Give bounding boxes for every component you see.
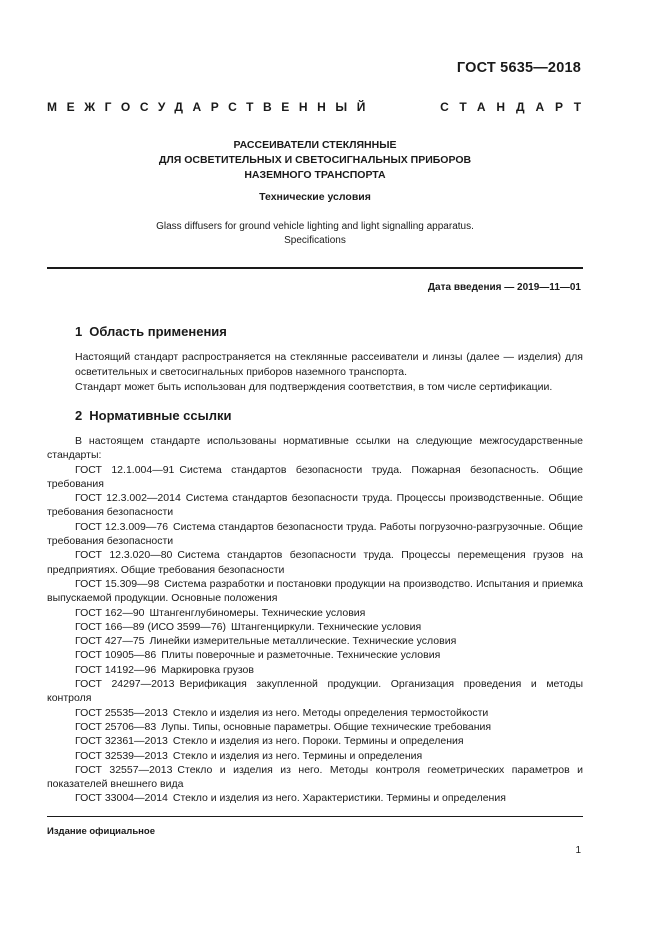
section-1-paragraph-2: Стандарт может быть использован для подтверждения соответствия, в том числе сертификации. [75,381,553,393]
reference-code: ГОСТ 12.3.009—76 [75,520,169,533]
interstate-word: МЕЖГОСУДАРСТВЕННЫЙ [47,100,375,114]
reference-title: Плиты поверочные и разметочные. Технические условия [161,649,441,662]
english-title [47,220,583,248]
reference-code: ГОСТ 32557—2013 [75,763,173,776]
reference-item [47,749,583,763]
reference-title: Стекло и изделия из него. Термины и определения [172,749,423,762]
reference-item [47,663,583,677]
section-1-number: 1 [75,324,83,339]
reference-title: Система разработки и постановки продукции на производство. Испытания и приемка выпускаемой продукции. Основные положения [47,577,583,605]
reference-item [47,491,583,520]
reference-title: Стекло и изделия из него. Методы контроля геометрических параметров и показателей внешнего вида [47,763,583,791]
footer-divider [47,816,583,817]
reference-code: ГОСТ 12.3.002—2014 [75,492,181,505]
gost-number: ГОСТ 5635—2018 [456,60,581,76]
english-title-line-1: Glass diffusers for ground vehicle lighting and light signalling apparatus. [156,221,474,232]
reference-title: Система стандартов безопасности труда. Работы погрузочно-разгрузочные. Общие требования безопасности [47,520,583,548]
reference-title: Лупы. Типы, основные параметры. Общие технические требования [161,720,492,733]
english-title-line-2: Specifications [284,235,346,246]
reference-title: Система стандартов безопасности труда. Процессы производственные. Общие требования безопасности [47,492,583,519]
reference-item [47,577,583,606]
document-title [47,138,583,183]
reference-code: ГОСТ 427—75 [75,635,145,648]
reference-item [47,720,583,734]
reference-item [47,706,583,720]
reference-title: Линейки измерительные металлические. Технические условия [149,635,457,648]
reference-item [47,606,583,620]
reference-code: ГОСТ 15.309—98 [75,577,160,590]
section-2-number: 2 [75,408,83,423]
title-divider [47,267,583,269]
reference-item [47,734,583,748]
reference-item [47,620,583,634]
section-2-heading [75,408,231,423]
reference-title: Стекло и изделия из него. Характеристики. Термины и определения [172,792,506,805]
standard-word: СТАНДАРТ [440,100,592,114]
reference-title: Маркировка грузов [161,663,254,676]
reference-title: Штангенциркули. Технические условия [230,620,422,633]
reference-title: Стекло и изделия из него. Пороки. Термины и определения [172,735,464,748]
introduction-date: Дата введения — 2019—11—01 [427,282,581,293]
section-2-title: Нормативные ссылки [89,408,232,423]
reference-code: ГОСТ 12.1.004—91 [75,463,175,476]
title-line-3: НАЗЕМНОГО ТРАНСПОРТА [244,169,386,181]
reference-code: ГОСТ 25535—2013 [75,706,168,719]
reference-code: ГОСТ 10905—86 [75,649,157,662]
reference-code: ГОСТ 14192—96 [75,663,157,676]
title-line-2: ДЛЯ ОСВЕТИТЕЛЬНЫХ И СВЕТОСИГНАЛЬНЫХ ПРИБОРОВ [158,154,472,166]
reference-code: ГОСТ 32539—2013 [75,749,168,762]
section-1-heading [75,324,227,339]
reference-items [47,463,583,806]
official-edition-note: Издание официальное [47,826,155,837]
reference-code: ГОСТ 25706—83 [75,720,157,733]
page-number: 1 [575,845,581,856]
title-line-1: РАССЕИВАТЕЛИ СТЕКЛЯННЫЕ [233,139,397,151]
reference-item [47,463,583,492]
reference-code: ГОСТ 32361—2013 [75,735,168,748]
reference-item [47,548,583,577]
reference-title: Система стандартов безопасности труда. Пожарная безопасность. Общие требования [47,463,583,490]
reference-item [47,677,583,706]
reference-code: ГОСТ 162—90 [75,606,145,619]
reference-code: ГОСТ 33004—2014 [75,792,168,805]
reference-code: ГОСТ 166—89 (ИСО 3599—76) [75,620,226,633]
section-1-paragraph-1: Настоящий стандарт распространяется на стеклянные рассеиватели и линзы (далее — изделия) для осветительных и светосигнальных приборов наземного транспорта. [75,351,583,378]
reference-item [47,648,583,662]
reference-title: Штангенглубиномеры. Технические условия [149,606,366,619]
reference-item [47,634,583,648]
normative-references-list [47,434,583,806]
references-intro: В настоящем стандарте использованы нормативные ссылки на следующие межгосударственные стандарты: [47,435,583,462]
document-subtitle: Технические условия [259,191,371,203]
reference-title: Верификация закупленной продукции. Организация проведения и методы контроля [47,678,583,705]
reference-title: Стекло и изделия из него. Методы определения термостойкости [172,706,489,719]
reference-code: ГОСТ 12.3.020—80 [75,549,173,562]
reference-title: Система стандартов безопасности труда. Процессы перемещения грузов на предприятиях. Общие требования безопасности [47,549,583,576]
section-1-title: Область применения [89,324,227,339]
reference-item [47,520,583,549]
reference-item [47,791,583,805]
reference-code: ГОСТ 24297—2013 [75,678,175,691]
reference-item [47,763,583,792]
